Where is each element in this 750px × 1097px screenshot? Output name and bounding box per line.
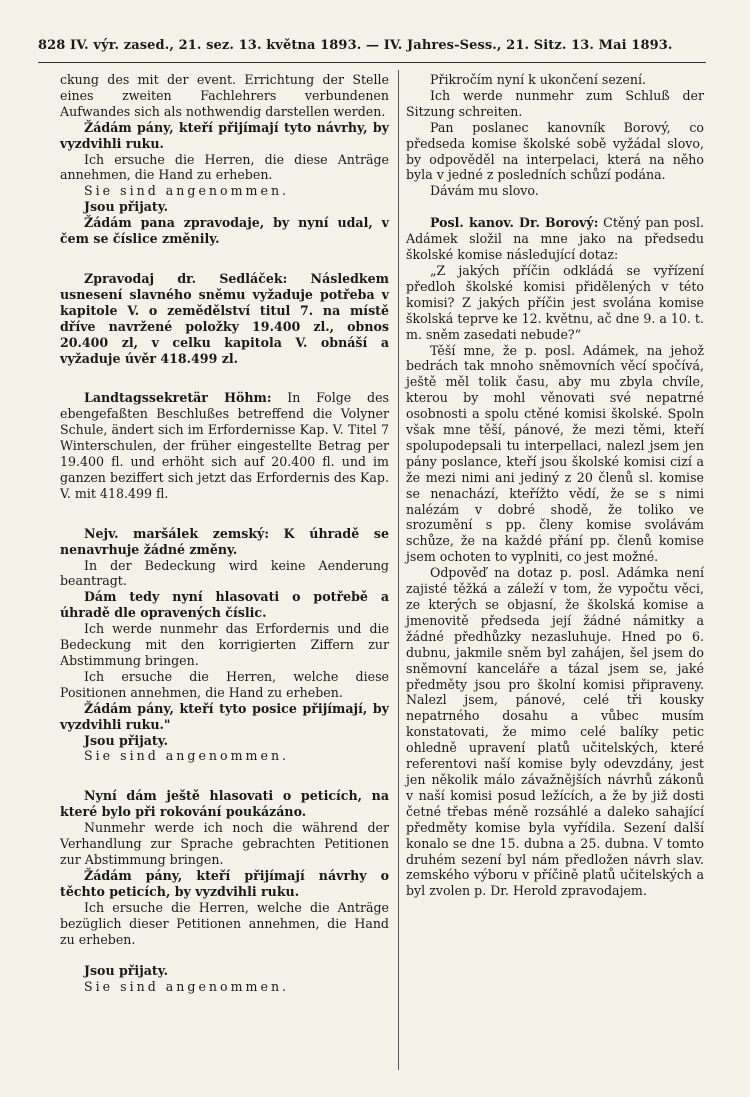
left-paragraph [60, 199, 389, 215]
left-paragraph [60, 526, 389, 558]
paragraph-text: Jsou přijaty. [84, 732, 169, 748]
left-paragraph [60, 72, 389, 120]
paragraph-text: In der Bedeckung wird keine Aenderung beantragt. [60, 557, 389, 589]
paragraph-text: K úhradě se nenavrhuje žádné změny. [60, 525, 389, 557]
right-paragraph [406, 263, 704, 343]
left-paragraph [60, 900, 389, 948]
left-paragraph [60, 788, 389, 820]
paragraph-text: Odpověď na dotaz p. posl. Adámka není zajisté těžká a záleží v tom, že vypočtu věci, ze kterých se objasní, že školská komise a jmenovitě předseda její žádné námitky a žádné předhůzky nezasluhuje. Hned po 6. dubnu, jakmile sněm byl zahájen, šel jsem do sněmovní kanceláře a tázal jsem se, jaké předměty jsou pro školní komisi připraveny. Nalezl jsem, pánové, celé tři kousky nepatrného dosahu a vůbec musím konstatovati, že mimo celé balíky petic ohledně upravení platů učitelských, které referentovi naší komise byly odevzdány, jest jen několik málo závažnějších návrhů zákonů v naší komisi posud ležících, a že by již dosti četné třebas méně rozsáhlé a daleko sahající předměty komise byla vyřídila. Sezení další konalo se dne 15. dubna a 25. dubna. V tomto druhém sezení byl nám předložen návrh slav. zemského výboru v příčině platů učitelských a byl zvolen p. Dr. Herold zpravodajem. [406, 565, 704, 899]
paragraph-text: Nyní dám ještě hlasovati o peticích, na které bylo při rokování poukázáno. [60, 788, 389, 820]
paragraph-text: Ich werde nunmehr zum Schluß der Sitzung schreiten. [406, 87, 704, 119]
left-paragraph [60, 669, 389, 701]
paragraph-text: Žádám pány, kteří tyto posice přijímají, by vyzdvihli ruku." [60, 700, 389, 732]
right-column [406, 72, 704, 899]
left-paragraph [60, 558, 389, 590]
paragraph-text: Ich ersuche die Herren, welche diese Positionen annehmen, die Hand zu erheben. [60, 668, 389, 700]
paragraph-text: Dávám mu slovo. [430, 183, 539, 199]
paragraph-text: Sie sind angenommen. [84, 748, 290, 764]
speaker-name: Nejv. maršálek zemský: [84, 525, 270, 541]
right-paragraph [406, 343, 704, 566]
right-paragraph [406, 565, 704, 899]
header-rule [38, 62, 706, 63]
page-header: 828 IV. výr. zased., 21. sez. 13. května 1893. — IV. Jahres-Sess., 21. Sitz. 13. Mai 1893. [38, 38, 673, 53]
right-paragraph [406, 88, 704, 120]
paragraph-text: Ctěný pan posl. Adámek složil na mne jako na předsedu školské komise následující dotaz: [406, 215, 704, 263]
left-paragraph [60, 120, 389, 152]
left-paragraph [60, 183, 389, 199]
paragraph-text: Jsou přijaty. [84, 963, 169, 979]
paragraph-text: Následkem usnesení slavného sněmu vyžaduje potřeba v kapitole V. o zemědělství titul 7. na místě dříve navržené položky 19.400 zl., obnos 20.400 zl, v celku kapitola V. obnáší a vyžaduje úvěr 418.499 zl. [60, 270, 389, 366]
left-paragraph [60, 963, 389, 979]
paragraph-text: Sie sind angenommen. [84, 183, 290, 199]
left-paragraph [60, 215, 389, 247]
paragraph-text: Žádám pana zpravodaje, by nyní udal, v čem se číslice změnily. [60, 215, 389, 247]
paragraph-text: Sie sind angenommen. [84, 979, 290, 995]
paragraph-text: Ich werde nunmehr das Erfordernis und die Bedeckung mit den korrigierten Ziffern zur Abstimmung bringen. [60, 621, 389, 668]
left-column [60, 72, 389, 995]
left-paragraph [60, 979, 389, 995]
paragraph-text: Těší mne, že p. posl. Adámek, na jehož bedrách tak mnoho sněmovních věcí spočívá, ještě měl tolik času, aby mu zbyla chvíle, kterou by mohl věnovati své nepatrné osobnosti a spolu ctěné komisi školské. Spoln však mne těší, pánové, že mezi těmi, kteří spolupodepsali tu interpellaci, nalezl jsem jen pány poslance, kteří jsou školské komisi cizí a že mezi nimi ani jediný z 20 členů sl. komise se nenachází, kteřížto vědí, že se s nimi nalézám v dobré shodě, že toliko ve srozumění s pp. členy komise svolávám schůze, že na každé přání pp. členů komise jsem ochoten to vyplniti, co jest možné. [406, 342, 704, 565]
left-paragraph [60, 621, 389, 669]
speaker-name: Posl. kanov. Dr. Borový: [430, 215, 599, 231]
left-paragraph [60, 589, 389, 621]
paragraph-text: Pan poslanec kanovník Borový, co předseda komise školské sobě vyžádal slovo, by odpověděl na interpelaci, která na něho byla v jedné z posledních schůzí podána. [406, 119, 704, 183]
left-paragraph [60, 733, 389, 749]
right-paragraph [406, 72, 704, 88]
paragraph-text: Jsou přijaty. [84, 199, 169, 215]
left-paragraph [60, 152, 389, 184]
paragraph-text: ckung des mit der event. Errichtung der Stelle eines zweiten Fachlehrers verbundenen Aufwandes sich als nothwendig darstellen werden. [60, 72, 389, 119]
right-paragraph [406, 215, 704, 263]
right-paragraph [406, 183, 704, 199]
paragraph-text: „Z jakých příčin odkládá se vyřízení předloh školské komisi přidělených v této komisi? Z jakých příčin jest svolána komise školská teprve ke 12. květnu, ač dne 9. a 10. t. m. sněm zasedati nebude?“ [406, 262, 704, 342]
left-paragraph [60, 820, 389, 868]
left-paragraph [60, 390, 389, 501]
paragraph-text: Dám tedy nyní hlasovati o potřebě a úhradě dle opravených číslic. [60, 589, 389, 621]
speaker-name: Landtagssekretär Höhm: [84, 390, 272, 406]
left-paragraph [60, 868, 389, 900]
left-paragraph [60, 748, 389, 764]
paragraph-text: Přikročím nyní k ukončení sezení. [430, 72, 647, 87]
left-paragraph [60, 701, 389, 733]
paragraph-text: Žádám pány, kteří přijímají návrhy o těchto peticích, by vyzdvihli ruku. [60, 867, 389, 899]
speaker-name: Zpravodaj dr. Sedláček: [84, 270, 288, 286]
paragraph-text: Nunmehr werde ich noch die während der Verhandlung zur Sprache gebrachten Petitionen zur Abstimmung bringen. [60, 820, 389, 867]
paragraph-text: Žádám pány, kteří přijímají tyto návrhy, by vyzdvihli ruku. [60, 119, 389, 151]
column-divider [398, 70, 399, 1070]
paragraph-text: Ich ersuche die Herren, die diese Anträge annehmen, die Hand zu erheben. [60, 151, 389, 183]
paragraph-text: Ich ersuche die Herren, welche die Anträge bezüglich dieser Petitionen annehmen, die Hand zu erheben. [60, 899, 389, 947]
right-paragraph [406, 120, 704, 184]
paragraph-text: In Folge des ebengefaßten Beschlußes betreffend die Volyner Schule, ändert sich im Erfordernisse Kap. V. Titel 7 Winterschulen, der früher eingestellte Betrag per 19.400 fl. und erhöht sich auf 20.400 fl. und im ganzen beziffert sich jetzt das Erfordernis des Kap. V. mit 418.499 fl. [60, 390, 389, 501]
left-paragraph [60, 271, 389, 366]
